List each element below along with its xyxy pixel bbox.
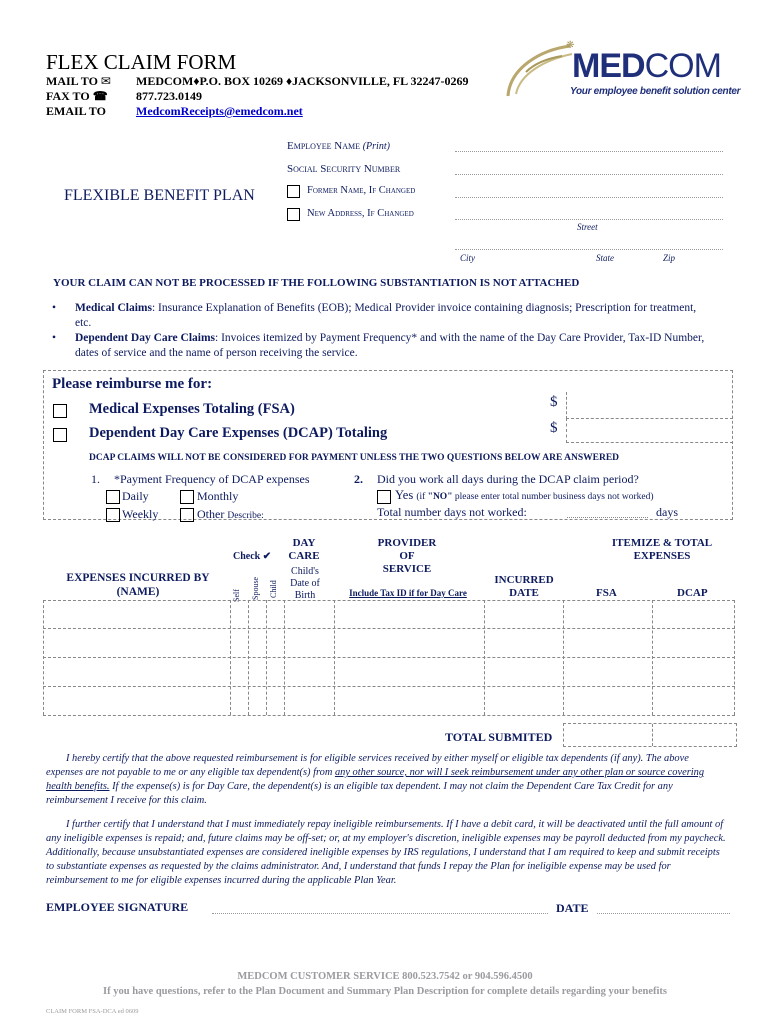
itemize-header: ITEMIZE & TOTAL EXPENSES — [611, 537, 713, 562]
q2-text: Did you work all days during the DCAP claim period? — [377, 472, 639, 486]
plan-name: FLEXIBLE BENEFIT PLAN — [64, 187, 255, 204]
employee-name-label: Employee Name (Print) — [287, 140, 390, 152]
medical-currency: $ — [550, 394, 558, 410]
medical-claims-requirement: Medical Claims: Insurance Explanation of Benefits (EOB); Medical Provider invoice containing diagnosis; Prescription for treatment, etc. — [75, 302, 697, 329]
svg-text:❋: ❋ — [566, 40, 575, 51]
substantiation-warning: YOUR CLAIM CAN NOT BE PROCESSED IF THE FOLLOWING SUBSTANTIATION IS NOT ATTACHED — [53, 277, 580, 289]
medical-expenses-label: Medical Expenses Totaling (FSA) — [89, 401, 295, 417]
phone-icon: ☎ — [92, 89, 108, 103]
new-address-checkbox[interactable] — [287, 207, 300, 225]
date-field[interactable] — [597, 913, 730, 914]
envelope-icon: ✉ — [100, 74, 111, 88]
customer-service-line: MEDCOM CUSTOMER SERVICE 800.523.7542 or 904.596.4500 — [237, 971, 533, 982]
certification-paragraph-1: I hereby certify that the above requested reimbursement is for eligible services received by either myself or eligible tax dependents (if any). The above expenses are not payable to me or any eligible tax dependent(s) from any other source, nor will I seek reimbursement under any other plan or source covering health benefits. If the expense(s) is for Day Care, the dependent(s) is an eligible tax dependent. I may not claim the Dependent Care Tax Credit for any reimbursement I receive for this claim. — [46, 753, 705, 806]
medical-expenses-checkbox[interactable] — [53, 404, 67, 423]
q2-number: 2. — [354, 472, 363, 486]
freq-weekly-label: Weekly — [122, 507, 159, 521]
employee-signature-label: EMPLOYEE SIGNATURE — [46, 900, 189, 914]
logo-swoosh-icon — [500, 38, 580, 100]
street-label: Street — [577, 222, 598, 232]
freq-other-label: Other Describe: — [197, 507, 264, 521]
bullet-icon: • — [52, 302, 57, 314]
fax-number: 877.723.0149 — [136, 89, 202, 103]
daycare-dob-subheader: Child's Date of Birth — [290, 566, 320, 601]
self-header: Self — [232, 589, 241, 602]
ssn-label: Social Security Number — [287, 163, 401, 175]
freq-weekly-checkbox[interactable] — [106, 508, 120, 527]
table-row[interactable] — [43, 628, 735, 657]
email-link[interactable]: MedcomReceipts@emedcom.net — [136, 104, 303, 118]
mail-address: MEDCOM♦P.O. BOX 10269 ♦JACKSONVILLE, FL 32247-0269 — [136, 74, 469, 88]
state-label: State — [596, 253, 614, 263]
table-row[interactable] — [43, 657, 735, 686]
dcap-amount-field[interactable] — [566, 418, 733, 443]
form-title: FLEX CLAIM FORM — [46, 50, 237, 74]
provider-header: PROVIDER OF SERVICE — [377, 537, 437, 575]
incurred-date-header: INCURRED DATE — [494, 574, 554, 599]
city-state-zip-field[interactable] — [455, 249, 723, 250]
city-label: City — [460, 253, 475, 263]
freq-daily-checkbox[interactable] — [106, 490, 120, 509]
expenses-incurred-header: EXPENSES INCURRED BY (NAME) — [66, 572, 210, 598]
freq-monthly-checkbox[interactable] — [180, 490, 194, 509]
date-label: DATE — [556, 901, 589, 915]
help-line: If you have questions, refer to the Plan Document and Summary Plan Description for complete details regarding your benefits — [103, 986, 667, 997]
certification-paragraph-2: I further certify that I understand that I must immediately repay ineligible reimbursements. If I have a debit card, it will be deactivated until the full amount of any ineligible expenses is repaid; and, future claims may be off-set; or, at my employer's discretion, ineligible expenses may be payroll deducted from my paycheck. Additionally, because unsubstantiated expenses are considered ineligible expenses by IRS regulations, I understand that I am required to keep and submit receipts to substantiate expenses as requested by the claims administrator. And, I understand that funds I repay the Plan for ineligible expense may be used for reimbursement to me for eligible expenses incurred during the applicable Plan Year. — [46, 819, 726, 886]
former-name-checkbox[interactable] — [287, 184, 300, 202]
q2-yes-label: Yes (if "NO" please enter total number business days not worked) — [395, 488, 654, 502]
q1-number: 1. — [91, 472, 100, 486]
logo-wordmark: MEDCOM — [572, 47, 721, 85]
employee-name-field[interactable] — [455, 151, 723, 152]
check-icon: ✔ — [262, 551, 272, 562]
former-name-field[interactable] — [455, 197, 723, 198]
street-field[interactable] — [455, 219, 723, 220]
email-to-label: EMAIL TO — [46, 104, 106, 118]
provider-subheader: Include Tax ID if for Day Care — [349, 588, 467, 598]
dcap-currency: $ — [550, 420, 558, 436]
fax-to-label: FAX TO ☎ — [46, 89, 108, 103]
table-row[interactable] — [43, 686, 735, 715]
freq-other-checkbox[interactable] — [180, 508, 194, 527]
medcom-logo — [500, 36, 750, 106]
q2-total-label: Total number days not worked: — [377, 505, 527, 519]
dcap-header: DCAP — [677, 587, 708, 599]
child-header: Child — [269, 580, 278, 598]
logo-tagline: Your employee benefit solution center — [570, 86, 741, 97]
total-submitted-field[interactable] — [563, 723, 737, 747]
reimburse-heading: Please reimburse me for: — [52, 376, 213, 392]
check-header: Check ✔ — [233, 551, 272, 562]
freq-monthly-label: Monthly — [197, 489, 239, 503]
dependent-claims-requirement: Dependent Day Care Claims: Invoices itemized by Payment Frequency* and with the name of the Day Care Provider, Tax-ID Number, dates of service and the name of person receiving the service. — [75, 332, 705, 359]
new-address-label: New Address, If Changed — [307, 208, 414, 219]
days-not-worked-field[interactable] — [567, 517, 648, 518]
spouse-header: Spouse — [251, 576, 260, 600]
total-submitted-label: TOTAL SUBMITED — [445, 730, 553, 744]
mail-to-label: MAIL TO ✉ — [46, 74, 111, 88]
dcap-expenses-checkbox[interactable] — [53, 428, 67, 447]
dcap-expenses-label: Dependent Day Care Expenses (DCAP) Totaling — [89, 425, 388, 441]
fsa-header: FSA — [596, 587, 617, 599]
dcap-note: DCAP CLAIMS WILL NOT BE CONSIDERED FOR PAYMENT UNLESS THE TWO QUESTIONS BELOW ARE ANSWERED — [89, 453, 620, 463]
table-row[interactable] — [43, 600, 735, 628]
q2-days-label: days — [656, 505, 678, 519]
ssn-field[interactable] — [455, 174, 723, 175]
q1-text: *Payment Frequency of DCAP expenses — [114, 472, 310, 486]
form-id: CLAIM FORM FSA-DCA ed 0609 — [46, 1008, 139, 1015]
freq-daily-label: Daily — [122, 489, 149, 503]
daycare-header: DAY CARE — [288, 537, 320, 562]
expense-table — [43, 600, 735, 716]
zip-label: Zip — [663, 253, 676, 263]
former-name-label: Former Name, If Changed — [307, 185, 416, 196]
bullet-icon: • — [52, 332, 57, 344]
employee-signature-field[interactable] — [212, 913, 548, 914]
medical-amount-field[interactable] — [566, 392, 733, 419]
